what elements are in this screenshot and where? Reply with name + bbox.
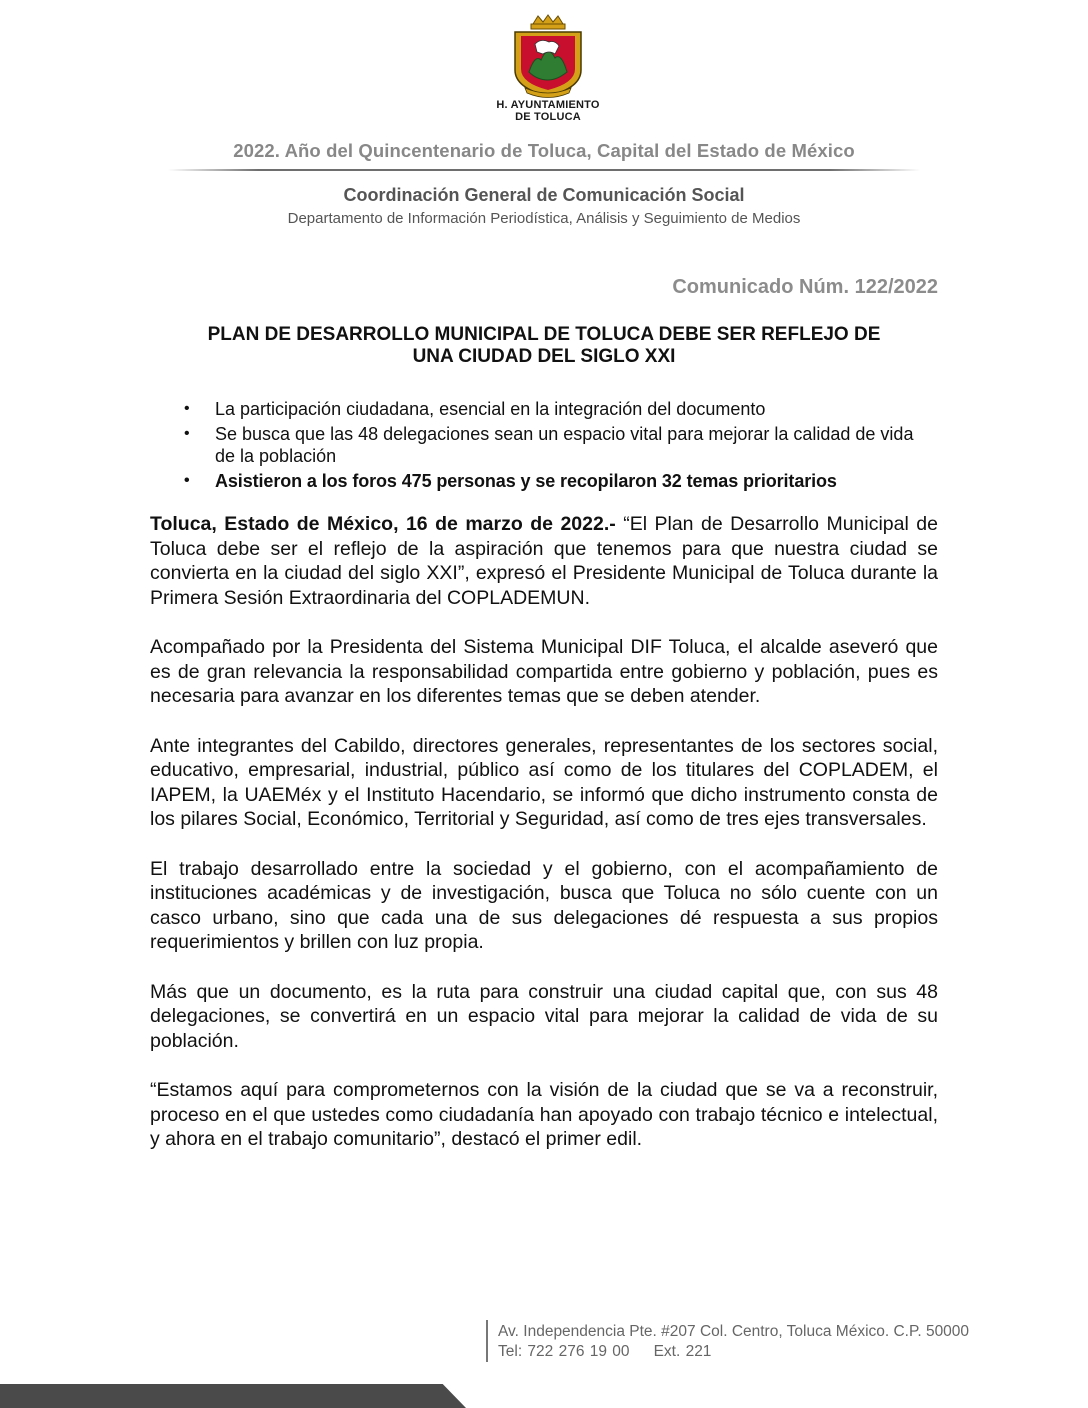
bullet-text: Asistieron a los foros 475 personas y se recopilaron 32 temas prioritarios — [215, 470, 837, 491]
footer-address: Av. Independencia Pte. #207 Col. Centro, Toluca México. C.P. 50000 — [498, 1323, 970, 1340]
footer-divider — [486, 1320, 488, 1362]
paragraph-4: El trabajo desarrollado entre la sociedad y el gobierno, con el acompañamiento de instituciones académicas y de investigación, busca que Toluca no sólo cuente con un casco urbano, sino que cada una de sus delegaciones dé respuesta a sus propios requerimientos y brillen con luz propia. — [150, 857, 938, 953]
title-line-1: PLAN DE DESARROLLO MUNICIPAL DE TOLUCA DEBE SER REFLEJO DE — [207, 324, 881, 345]
phone-extension: Ext. 221 — [653, 1343, 712, 1360]
dateline: Toluca, Estado de México, 16 de marzo de 2022.- — [150, 513, 616, 535]
document-body — [150, 512, 938, 1177]
list-item — [150, 398, 938, 421]
communique-number: Comunicado Núm. 122/2022 — [672, 276, 938, 298]
paragraph-5: Más que un documento, es la ruta para construir una ciudad capital que, con sus 48 delegaciones, se convertirá en un espacio vital para mejorar la calidad de vida de su población. — [150, 980, 938, 1052]
department-name: Departamento de Información Periodística, Análisis y Seguimiento de Medios — [287, 210, 801, 227]
title-line-2: UNA CIUDAD DEL SIGLO XXI — [412, 346, 676, 367]
year-motto: 2022. Año del Quincentenario de Toluca, Capital del Estado de México — [233, 140, 855, 161]
paragraph-3: Ante integrantes del Cabildo, directores generales, representantes de los sectores social, educativo, empresarial, industrial, público así como de los titulares del COPLADEM, el IAPEM, la UAEMéx y el Instituto Hacendario, se informó que dicho instrumento consta de los pilares Social, Económico, Territorial y Seguridad, así como de tres ejes transversales. — [150, 734, 938, 830]
bullet-text: Se busca que las 48 delegaciones sean un espacio vital para mejorar la calidad de vida de la población — [215, 423, 914, 466]
paragraph-1 — [150, 512, 938, 610]
header-divider — [168, 169, 920, 171]
document-title — [150, 324, 938, 368]
bullet-text: La participación ciudadana, esencial en la integración del documento — [215, 399, 766, 419]
paragraph-2: Acompañado por la Presidenta del Sistema Municipal DIF Toluca, el alcalde aseveró que es de gran relevancia la responsabilidad compartida entre gobierno y población, pues es necesaria para avanzar en los diferentes temas que se deben atender. — [150, 636, 938, 707]
highlights-list — [150, 398, 938, 494]
list-item — [150, 470, 938, 493]
phone-number: Tel: 722 276 19 00 — [498, 1343, 630, 1360]
bullet-icon: • — [184, 471, 190, 489]
logo-caption-line2: DE TOLUCA — [515, 111, 581, 123]
coordination-name: Coordinación General de Comunicación Social — [343, 185, 745, 205]
crest-icon — [505, 14, 591, 98]
paragraph-6: “Estamos aquí para comprometernos con la visión de la ciudad que se va a reconstruir, proceso en el que ustedes como ciudadanía han apoyado con trabajo técnico e intelectual, y ahora en el trabajo comunitario”, destacó el primer edil. — [150, 1079, 938, 1150]
list-item — [150, 423, 938, 468]
toluca-crest-logo — [492, 14, 604, 123]
logo-caption-line1: H. AYUNTAMIENTO — [496, 99, 600, 111]
footer-band — [0, 1384, 466, 1408]
paragraph-1-text: “El Plan de Desarrollo Municipal de Toluca debe ser el reflejo de la aspiración que tenemos para que nuestra ciudad se convierta en la ciudad del siglo XXI”, expresó el Presidente Municipal de Toluca durante la Primera Sesión Extraordinaria del COPLADEMUN. — [150, 513, 938, 609]
bullet-icon: • — [184, 400, 190, 417]
bullet-icon: • — [184, 424, 190, 442]
footer-phone — [498, 1342, 711, 1362]
